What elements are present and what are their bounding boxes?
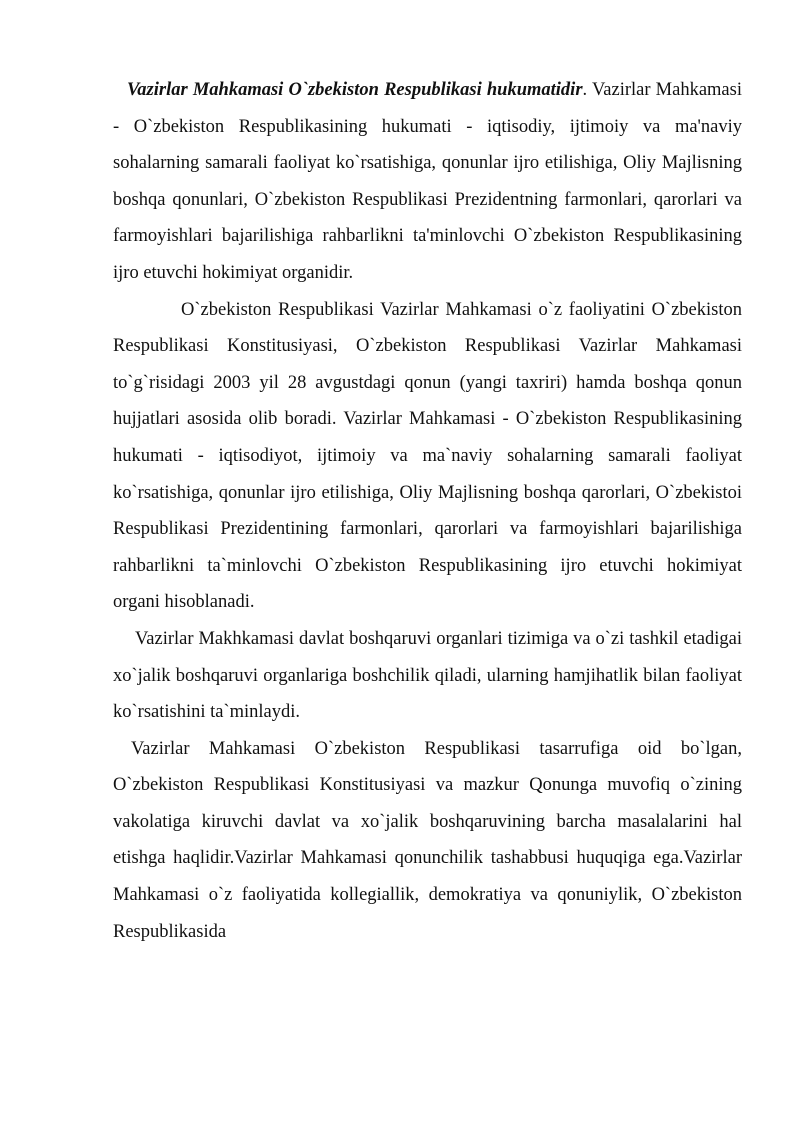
paragraph-1 [113,72,742,292]
paragraph-1-lead: Vazirlar Mahkamasi O`zbekiston Respublikasi hukumatidir [127,80,583,100]
paragraph-3: Vazirlar Makhkamasi davlat boshqaruvi organlari tizimiga va o`zi tashkil etadigai xo`jalik boshqaruvi organlariga boshchilik qiladi, ularning hamjihatlik bilan faoliyat ko`rsatishini ta`minlaydi. [113,628,742,723]
paragraph-2: O`zbekiston Respublikasi Vazirlar Mahkamasi o`z faoliyatini O`zbekiston Respublikasi Konstitusiyasi, O`zbekiston Respublikasi Vazirlar Mahkamasi to`g`risidagi 2003 yil 28 avgustdagi qonun (yangi taxriri) hamda boshqa qonun hujjatlari asosida olib boradi. Vazirlar Mahkamasi - O`zbekiston Respublikasining hukumati - iqtisodiyot, ijtimoiy va ma`naviy sohalarning samarali faoliyat ko`rsatishiga, qonunlar ijro etilishiga, Oliy Majlisning boshqa qarorlari, O`zbekistoi Respublikasi Prezidentining farmonlari, qarorlari va farmoyishlari bajarilishiga rahbarlikni ta`minlovchi O`zbekiston Respublikasining ijro etuvchi hokimiyat organi hisoblanadi. [113,299,742,613]
paragraph-1-text: . Vazirlar Mahkamasi - O`zbekiston Respublikasining hukumati - iqtisodiy, ijtimoiy va ma'naviy sohalarning samarali faoliyat ko`rsatishiga, qonunlar ijro etilishiga, Oliy Majlisning boshqa qonunlari, O`zbekiston Respublikasi Prezidentning farmonlari, qarorlari va farmoyishlari bajarilishiga rahbarlikni ta'minlovchi O`zbekiston Respublikasining ijro etuvchi hokimiyat organidir. [113,80,742,283]
paragraph-4: Vazirlar Mahkamasi O`zbekiston Respublikasi tasarrufiga oid bo`lgan, O`zbekiston Respublikasi Konstitusiyasi va mazkur Qonunga muvofiq o`zining vakolatiga kiruvchi davlat va xo`jalik boshqaruvining barcha masalalarini hal etishga haqlidir.Vazirlar Mahkamasi qonunchilik tashabbusi huquqiga ega.Vazirlar Mahkamasi o`z faoliyatida kollegiallik, demokratiya va qonuniylik, O`zbekiston Respublikasida [113,738,742,942]
document-page [113,72,742,950]
